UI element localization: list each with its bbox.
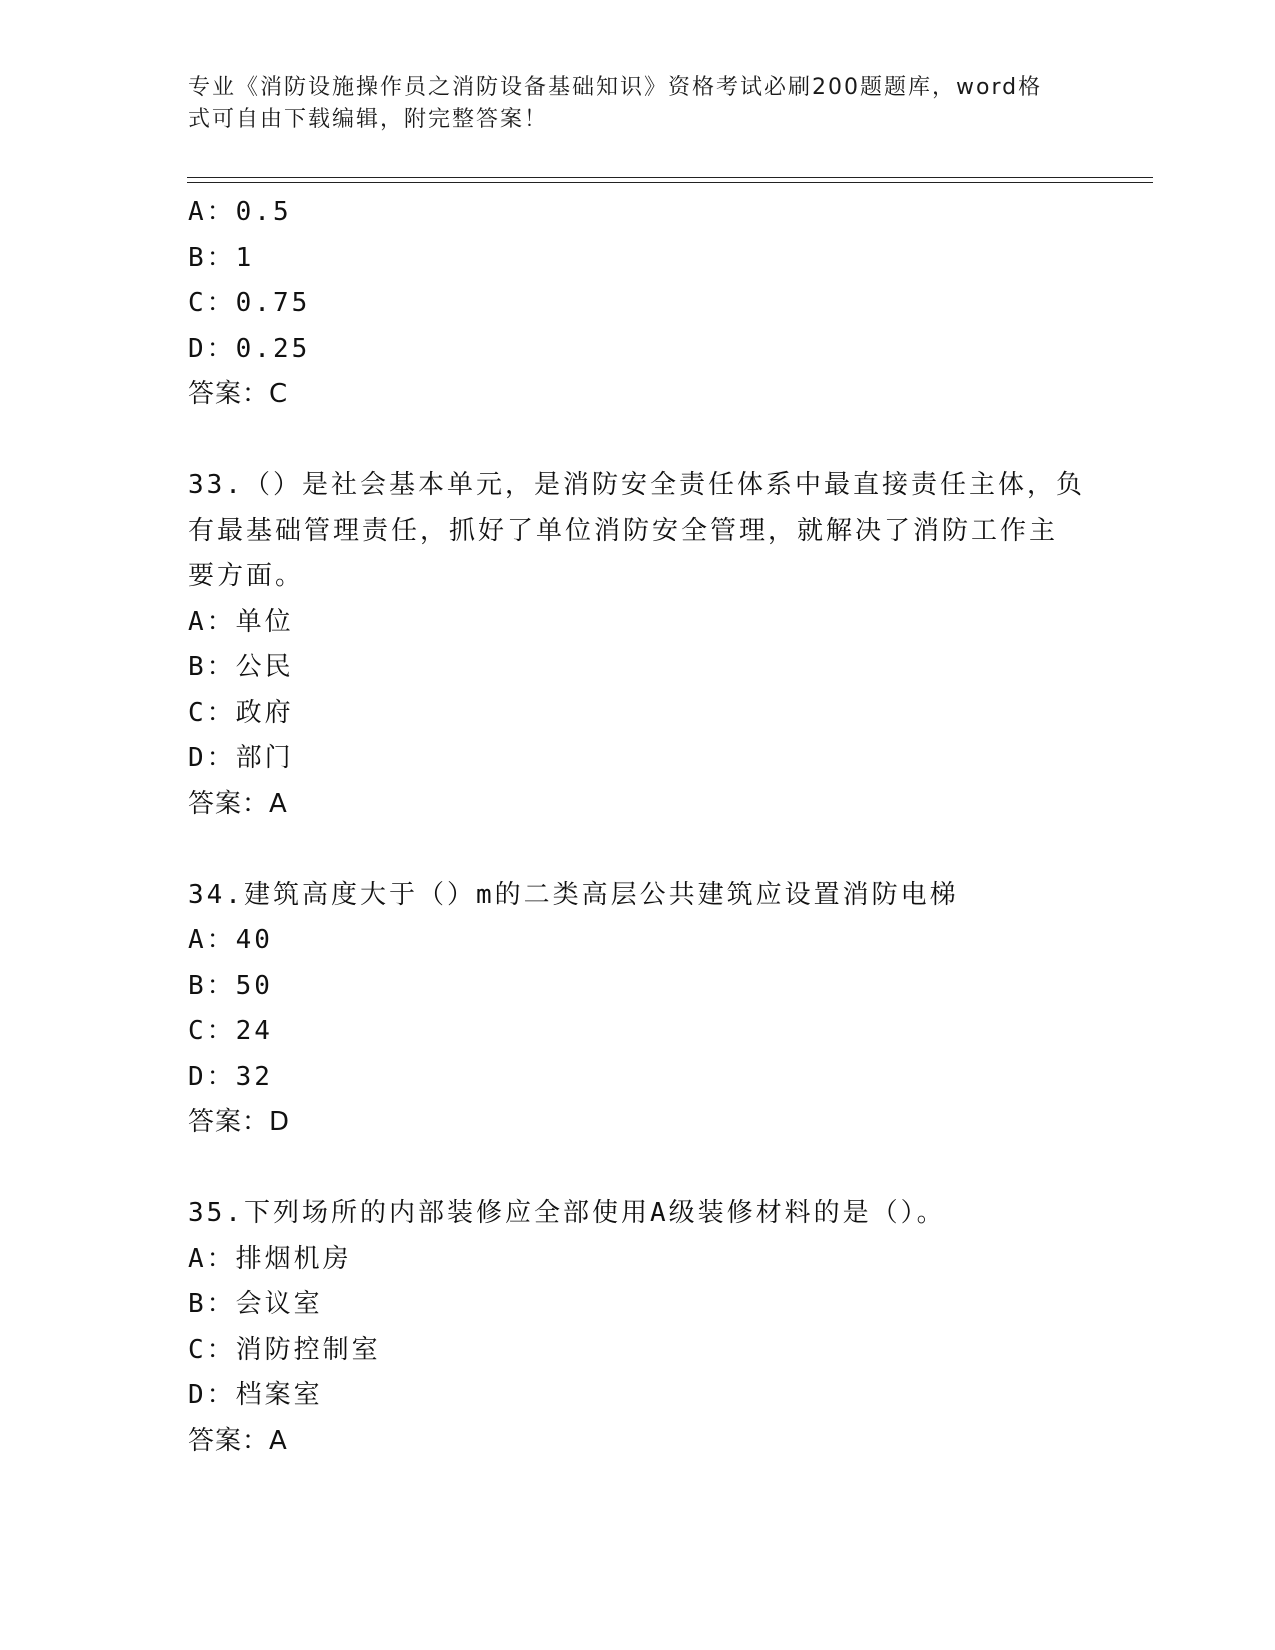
question-35 bbox=[188, 1191, 1078, 1464]
answer: 答案：A bbox=[188, 1425, 288, 1456]
option-b: B：1 bbox=[188, 242, 255, 273]
header-line-1: 专业《消防设施操作员之消防设备基础知识》资格考试必刷200题题库，word格 bbox=[188, 75, 1043, 100]
option-a: A：排烟机房 bbox=[188, 1243, 352, 1274]
question-32-continued bbox=[188, 190, 1078, 418]
spacer bbox=[188, 418, 1078, 464]
question-text-line: 35.下列场所的内部装修应全部使用A级装修材料的是（）。 bbox=[188, 1198, 946, 1228]
option-c: C：24 bbox=[188, 1016, 273, 1046]
option-d: D：32 bbox=[188, 1061, 273, 1092]
header-line-2: 式可自由下载编辑，附完整答案！ bbox=[188, 107, 549, 132]
answer: 答案：A bbox=[188, 788, 288, 819]
document-header bbox=[188, 72, 1068, 136]
option-b: B：公民 bbox=[188, 652, 294, 682]
question-text-line: 33.（）是社会基本单元，是消防安全责任体系中最直接责任主体，负 bbox=[188, 470, 1085, 500]
question-text-line: 有最基础管理责任，抓好了单位消防安全管理，就解决了消防工作主 bbox=[188, 515, 1059, 546]
question-list bbox=[188, 190, 1085, 1464]
spacer bbox=[188, 827, 1078, 873]
answer: 答案：D bbox=[188, 1107, 291, 1137]
option-d: D：0.25 bbox=[188, 333, 311, 364]
question-text-line: 要方面。 bbox=[188, 561, 305, 591]
option-a: A：40 bbox=[188, 925, 273, 955]
option-d: D：档案室 bbox=[188, 1380, 323, 1410]
spacer bbox=[188, 1146, 1078, 1192]
header-divider-bottom bbox=[187, 182, 1153, 183]
option-c: C：政府 bbox=[188, 697, 294, 728]
option-a: A：0.5 bbox=[188, 197, 292, 227]
question-33 bbox=[188, 463, 1085, 827]
option-b: B：会议室 bbox=[188, 1289, 323, 1319]
option-c: C：0.75 bbox=[188, 288, 311, 318]
answer: 答案：C bbox=[188, 379, 289, 409]
question-34 bbox=[188, 873, 1078, 1146]
option-c: C：消防控制室 bbox=[188, 1334, 381, 1365]
option-b: B：50 bbox=[188, 970, 273, 1001]
option-a: A：单位 bbox=[188, 606, 294, 637]
header-divider-top bbox=[187, 177, 1153, 178]
question-text-line: 34.建筑高度大于（）m的二类高层公共建筑应设置消防电梯 bbox=[188, 879, 959, 910]
option-d: D：部门 bbox=[188, 743, 294, 773]
